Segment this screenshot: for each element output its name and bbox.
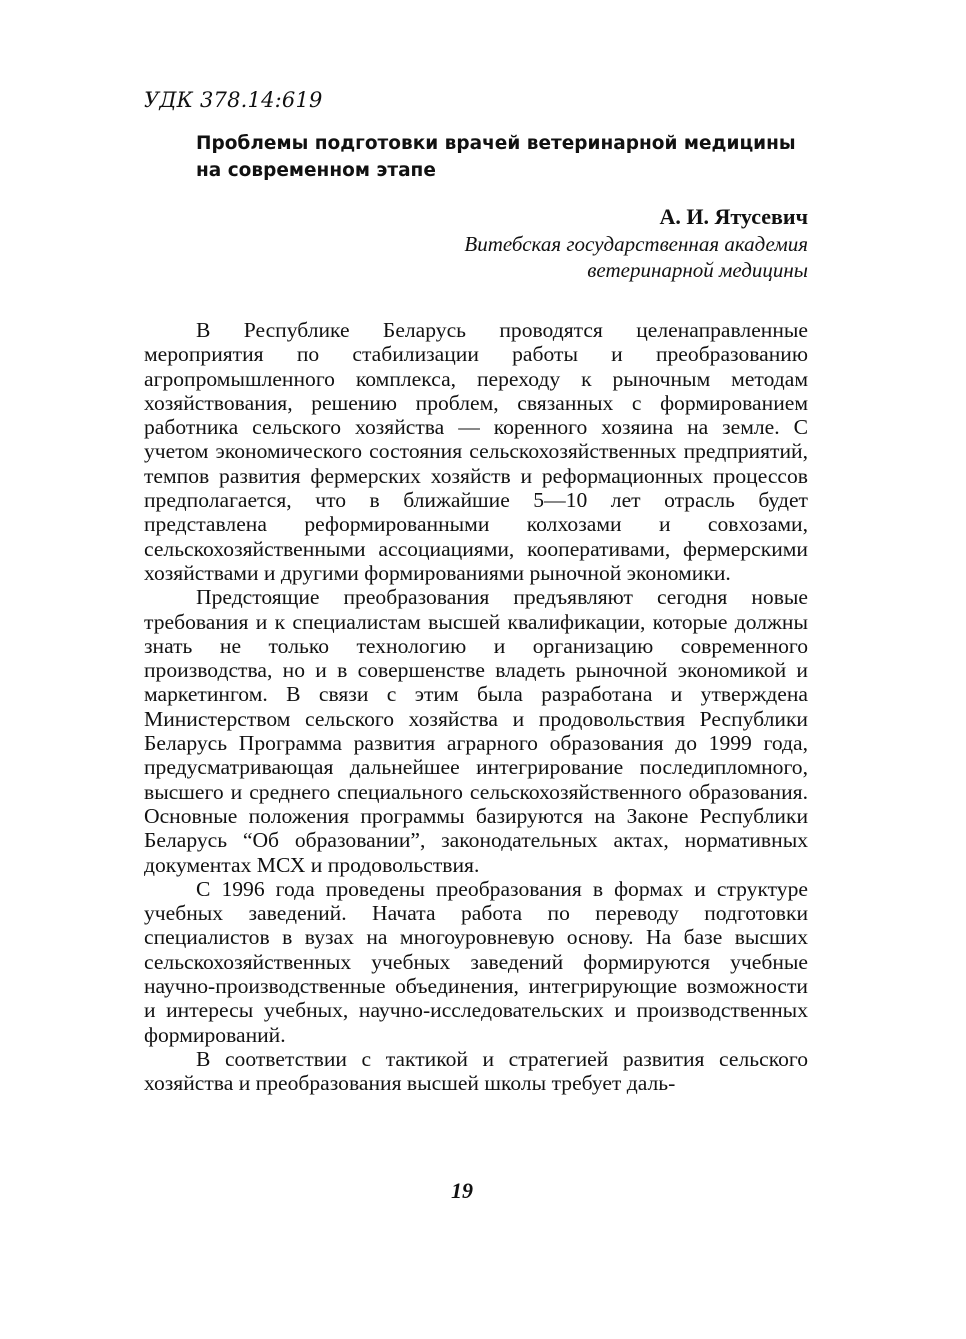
author-block — [464, 203, 808, 283]
body-paragraph: Предстоящие преобразования предъявляют сегодня новые требования и к специалистам высшей квалификации, которые должны знать не только технологию и организацию современного производства, но и в совершенстве владеть рыночной экономикой и маркетингом. В связи с этим была разработана и утверждена Министерством сельского хозяйства и продовольствия Республики Беларусь Программа развития аграрного образования до 1999 года, предусматривающая дальнейшее интегрирование последипломного, высшего и среднего специального сельскохозяйственного образования. Основные положения программы базируются на Законе Республики Беларусь “Об образовании”, законодательных актах, нормативных документах МСХ и продовольствия. — [144, 585, 808, 877]
article-title-line: Проблемы подготовки врачей ветеринарной медицины — [196, 133, 796, 154]
body-paragraph: В Республике Беларусь проводятся целенаправленные мероприятия по стабилизации работы и преобразованию агропромышленного комплекса, переходу к рыночным методам хозяйствования, решению проблем, связанных с формированием работника сельского хозяйства — коренного хозяина на земле. С учетом экономического состояния сельскохозяйственных предприятий, темпов развития фермерских хозяйств и реформационных процессов предполагается, что в ближайшие 5—10 лет отрасль будет представлена реформированными колхозами и совхозами, сельскохозяйственными ассоциациями, кооперативами, фермерскими хозяйствами и другими формированиями рыночной экономики. — [144, 318, 808, 585]
author-affiliation-line: Витебская государственная академия — [464, 232, 808, 256]
article-title — [196, 130, 836, 184]
body-paragraph: С 1996 года проведены преобразования в формах и структуре учебных заведений. Начата работа по переводу подготовки специалистов в вузах на многоуровневую основу. На базе высших сельскохозяйственных учебных заведений формируются учебные научно-производственные объединения, интегрирующие возможности и интересы учебных, научно-исследовательских и производственных формирований. — [144, 876, 808, 1047]
author-name: А. И. Ятусевич — [659, 204, 808, 229]
page-number: 19 — [451, 1178, 473, 1203]
body-paragraph: В соответствии с тактикой и стратегией развития сельского хозяйства и преобразования высшей школы требует даль- — [144, 1046, 808, 1096]
article-body — [144, 318, 808, 1096]
article-title-line: на современном этапе — [196, 160, 436, 181]
udk-code: УДК 378.14:619 — [144, 88, 323, 112]
author-affiliation-line: ветеринарной медицины — [587, 258, 808, 282]
